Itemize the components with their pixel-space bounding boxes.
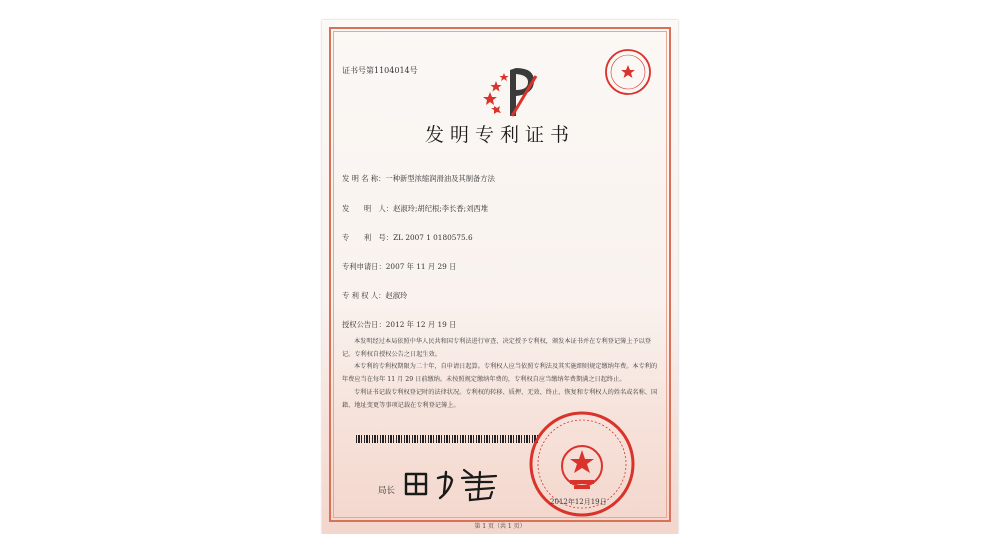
application-date-field: 专利申请日：2007 年 11 月 29 日 bbox=[342, 262, 457, 271]
grant-date-field: 授权公告日：2012 年 12 月 19 日 bbox=[342, 320, 457, 329]
page-number: 第 1 页（共 1 页） bbox=[474, 523, 526, 530]
inventor-field: 发 明 人：赵淑玲;胡纪根;李长香;刘西堆 bbox=[342, 204, 489, 213]
director-signature bbox=[400, 464, 510, 502]
certificate-title: 发明专利证书 bbox=[424, 124, 575, 146]
patent-certificate bbox=[322, 20, 678, 534]
sipo-logo-icon bbox=[482, 62, 542, 120]
patentee-field: 专 利 权 人：赵淑玲 bbox=[342, 291, 408, 300]
agency-seal-icon bbox=[604, 48, 652, 96]
patent-number-field: 专 利 号：ZL 2007 1 0180575.6 bbox=[342, 233, 473, 242]
seal-date: 2012年12月19日 bbox=[550, 498, 607, 506]
paragraph-term: 本专利的专利权期限为二十年，自申请日起算。专利权人应当依照专利法及其实施细则规定缴纳年费。本专利的年费应当在每年 11 月 29 日前缴纳。未按照规定缴纳年费的，专利权自应当缴纳年费期满之日起终止。 bbox=[342, 363, 658, 383]
paragraph-record: 专利证书记载专利权登记时的法律状况。专利权的转移、质押、无效、终止、恢复和专利权人的姓名或名称、国籍、地址变更等事项记载在专利登记簿上。 bbox=[342, 389, 658, 409]
certificate-number: 证书号第1104014号 bbox=[342, 66, 418, 75]
invention-name-field: 发 明 名 称：一种新型浓缩润滑油及其制备方法 bbox=[342, 174, 495, 183]
barcode bbox=[356, 435, 538, 443]
paragraph-grant: 本发明经过本局依照中华人民共和国专利法进行审查，决定授予专利权，颁发本证书并在专利登记簿上予以登记。专利权自授权公告之日起生效。 bbox=[342, 338, 651, 358]
director-label: 局长 bbox=[378, 486, 396, 496]
